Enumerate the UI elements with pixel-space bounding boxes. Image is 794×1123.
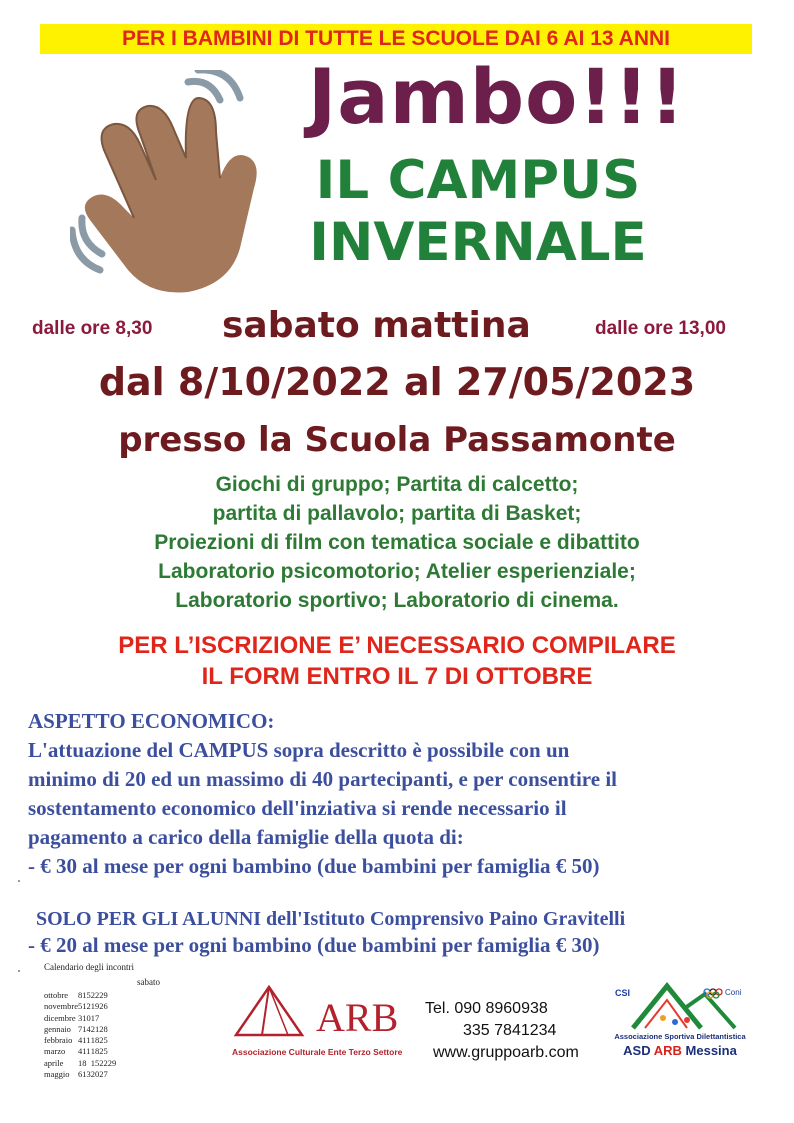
activities-list — [0, 470, 794, 615]
calendar-day: 14 — [82, 1023, 91, 1034]
calendar-day — [108, 1035, 117, 1046]
day-label: sabato mattina — [222, 305, 531, 346]
calendar-day: 18 — [90, 1035, 100, 1046]
decorative-dot — [18, 880, 20, 882]
svg-text:CSI: CSI — [615, 988, 631, 998]
calendar-month: maggio — [44, 1069, 70, 1080]
asd-name-part: ASD — [623, 1043, 651, 1058]
calendar-day — [108, 1013, 117, 1024]
main-title: Jambo!!! — [308, 52, 686, 141]
asd-caption: Associazione Sportiva Dilettantistica — [614, 1032, 746, 1041]
calendar-day: 19 — [90, 1001, 100, 1012]
economic-line: - € 30 al mese per ogni bambino (due bambini per famiglia € 50) — [28, 854, 600, 878]
calendar-day: 5 — [78, 1001, 83, 1012]
calendar-day: 18 — [90, 1046, 100, 1057]
mobile-number: 335 7841234 — [463, 1022, 557, 1039]
calendar-row — [44, 1013, 116, 1024]
economic-section — [28, 707, 788, 881]
decorative-dot — [18, 970, 20, 972]
calendar-month: marzo — [44, 1046, 66, 1057]
waving-hand-icon — [70, 70, 280, 295]
arb-logo — [232, 985, 410, 1065]
calendar-day: 7 — [78, 1023, 83, 1034]
school-discount-heading: SOLO PER GLI ALUNNI dell'Istituto Comprensivo Paino Gravitelli — [36, 908, 626, 930]
calendar-day: 20 — [90, 1069, 100, 1080]
arb-caption: Associazione Culturale Ente Terzo Settore — [232, 1047, 403, 1057]
calendar-day: 11 — [82, 1046, 91, 1057]
economic-line: L'attuazione del CAMPUS sopra descritto è possibile con un — [28, 738, 570, 762]
calendar-day: 15 — [82, 990, 91, 1000]
calendar-day — [108, 1024, 117, 1035]
calendar-month: aprile — [44, 1057, 64, 1068]
calendar-day: 15 — [90, 1057, 100, 1068]
calendar-day: 25 — [99, 1035, 108, 1046]
calendar-day: 12 — [82, 1001, 91, 1012]
phone-number: Tel. 090 8960938 — [425, 1000, 548, 1017]
registration-notice — [0, 630, 794, 692]
activity-line: Laboratorio psicomotorio; Atelier esperienziale; — [158, 560, 636, 583]
calendar-row — [44, 1046, 116, 1057]
calendar-month: febbraio — [44, 1035, 73, 1046]
calendar-day — [108, 1046, 117, 1057]
calendar-day: 8 — [78, 990, 83, 1000]
registration-line: PER L’ISCRIZIONE E’ NECESSARIO COMPILARE — [118, 632, 676, 659]
activity-line: Proiezioni di film con tematica sociale e dibattito — [154, 531, 640, 554]
economic-line: pagamento a carico della famiglie della quota di: — [28, 825, 464, 849]
calendar-day — [99, 1013, 108, 1024]
campus-title-line: IL CAMPUS — [315, 150, 641, 211]
website-link[interactable]: www.gruppoarb.com — [433, 1044, 579, 1061]
calendar-day: 4 — [78, 1035, 83, 1046]
asd-name — [605, 1043, 755, 1058]
arb-logo-letters: ARB — [316, 995, 399, 1040]
mountain-logo-icon — [605, 980, 765, 1032]
start-time: dalle ore 8,30 — [32, 318, 153, 339]
calendar-row — [44, 1058, 116, 1069]
calendar-day: 4 — [78, 1046, 83, 1057]
calendar-row — [44, 1035, 116, 1046]
economic-line: sostentamento economico dell'inziativa si rende necessario il — [28, 796, 567, 820]
asd-logo — [605, 980, 765, 1065]
calendar-day: 10 — [82, 1012, 91, 1023]
calendar-table — [44, 990, 116, 1080]
calendar-subtitle: sabato — [137, 977, 160, 987]
school-discount-price: - € 20 al mese per ogni bambino (due bambini per famiglia € 30) — [28, 933, 600, 957]
calendar-day: 6 — [78, 1069, 83, 1080]
registration-line: IL FORM ENTRO IL 7 DI OTTOBRE — [201, 663, 593, 690]
contact-info — [425, 998, 595, 1064]
age-banner: PER I BAMBINI DI TUTTE LE SCUOLE DAI 6 AI 13 ANNI — [40, 24, 752, 54]
calendar-row — [44, 1001, 116, 1012]
calendar-row — [44, 990, 116, 1001]
end-time: dalle ore 13,00 — [595, 318, 726, 339]
calendar-day: 29 — [107, 1057, 117, 1068]
calendar-day: 3 — [78, 1012, 83, 1023]
calendar-month: gennaio — [44, 1023, 71, 1034]
calendar-row — [44, 1069, 116, 1080]
economic-heading: ASPETTO ECONOMICO: — [28, 709, 275, 733]
calendar-day: 1 — [78, 1057, 83, 1068]
calendar-day — [108, 1069, 117, 1080]
calendar-month: ottobre — [44, 990, 69, 1000]
calendar-day: 25 — [99, 1046, 108, 1057]
calendar-day: 22 — [90, 990, 100, 1000]
calendar-month: novembre — [44, 1001, 78, 1012]
calendar-day: 29 — [99, 990, 108, 1000]
activity-line: partita di pallavolo; partita di Basket; — [212, 502, 582, 525]
calendar-day: 13 — [82, 1069, 91, 1080]
calendar-day — [108, 1001, 117, 1012]
activity-line: Laboratorio sportivo; Laboratorio di cinema. — [175, 589, 619, 612]
calendar-title: Calendario degli incontri — [44, 962, 134, 972]
calendar-day: 28 — [99, 1023, 108, 1034]
calendar-day: 26 — [99, 1001, 108, 1012]
activity-line: Giochi di gruppo; Partita di calcetto; — [215, 473, 579, 496]
calendar-day: 11 — [82, 1035, 91, 1046]
coni-label: Coni — [725, 988, 742, 997]
calendar-month: dicembre — [44, 1012, 76, 1023]
asd-name-city: Messina — [685, 1043, 737, 1058]
calendar-day: 21 — [90, 1023, 100, 1034]
calendar-row — [44, 1024, 116, 1035]
asd-name-arb: ARB — [653, 1043, 682, 1058]
campus-title — [298, 150, 658, 274]
campus-title-line: INVERNALE — [309, 212, 647, 273]
calendar-day: 27 — [99, 1069, 108, 1080]
location: presso la Scuola Passamonte — [118, 420, 676, 460]
calendar-day: 8 — [82, 1057, 87, 1068]
calendar-day — [108, 990, 117, 1001]
economic-line: minimo di 20 ed un massimo di 40 partecipanti, e per consentire il — [28, 767, 617, 791]
calendar-day: 22 — [99, 1057, 108, 1068]
calendar-day: 17 — [90, 1012, 100, 1023]
date-range: dal 8/10/2022 al 27/05/2023 — [98, 360, 696, 404]
